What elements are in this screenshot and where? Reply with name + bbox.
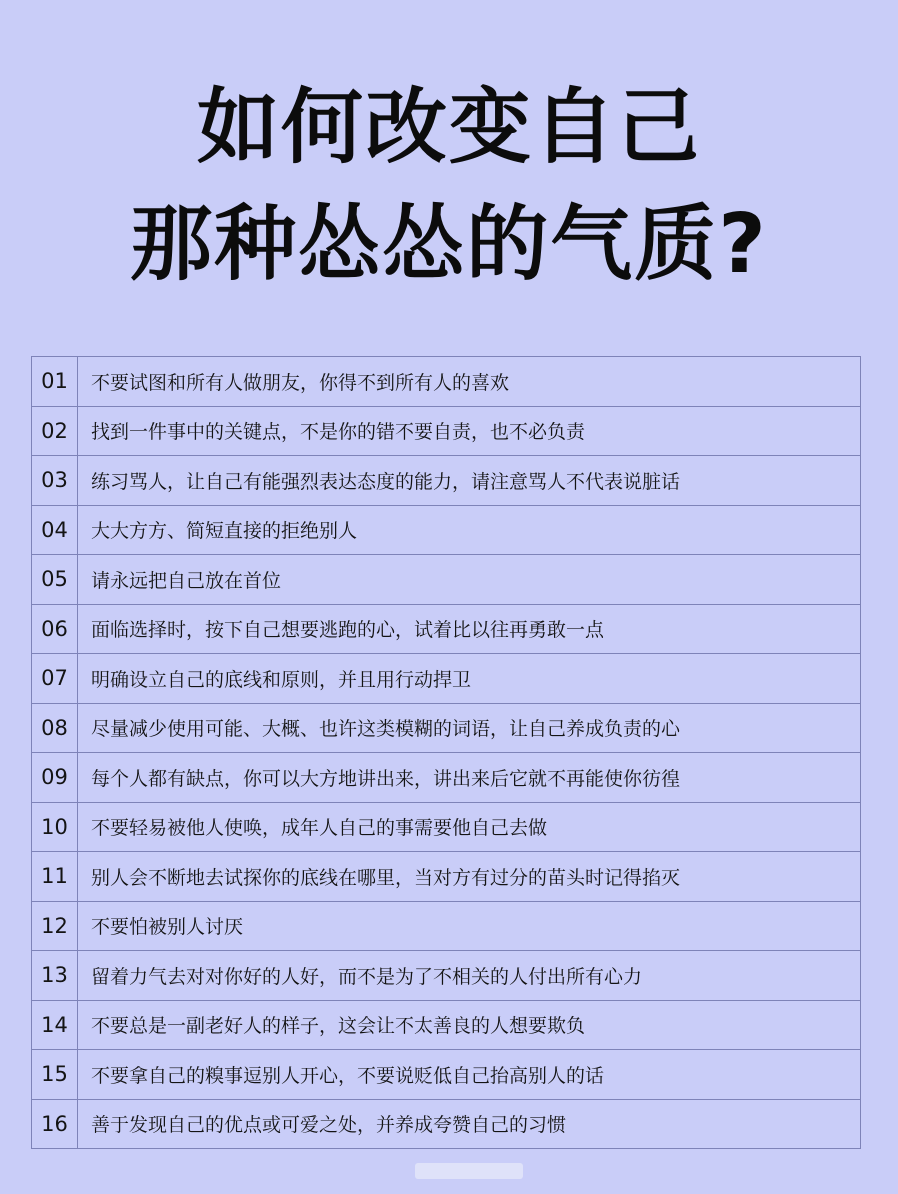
- table-row: [32, 654, 861, 704]
- item-number: 01: [32, 357, 78, 407]
- item-number: 11: [32, 852, 78, 902]
- item-number: 09: [32, 753, 78, 803]
- item-text: 留着力气去对对你好的人好，而不是为了不相关的人付出所有心力: [78, 951, 861, 1001]
- table-row: [32, 406, 861, 456]
- item-text: 练习骂人，让自己有能强烈表达态度的能力，请注意骂人不代表说脏话: [78, 456, 861, 506]
- table-row: [32, 505, 861, 555]
- item-text: 不要拿自己的糗事逗别人开心，不要说贬低自己抬高别人的话: [78, 1050, 861, 1100]
- item-number: 04: [32, 505, 78, 555]
- item-text: 不要试图和所有人做朋友，你得不到所有人的喜欢: [78, 357, 861, 407]
- table-row: [32, 901, 861, 951]
- item-text: 不要总是一副老好人的样子，这会让不太善良的人想要欺负: [78, 1000, 861, 1050]
- item-number: 16: [32, 1099, 78, 1149]
- item-number: 10: [32, 802, 78, 852]
- item-text: 不要怕被别人讨厌: [78, 901, 861, 951]
- tips-table: [31, 356, 861, 1149]
- item-text: 面临选择时，按下自己想要逃跑的心，试着比以往再勇敢一点: [78, 604, 861, 654]
- item-number: 15: [32, 1050, 78, 1100]
- item-text: 别人会不断地去试探你的底线在哪里，当对方有过分的苗头时记得掐灭: [78, 852, 861, 902]
- item-text: 尽量减少使用可能、大概、也许这类模糊的词语，让自己养成负责的心: [78, 703, 861, 753]
- item-number: 06: [32, 604, 78, 654]
- table-row: [32, 802, 861, 852]
- table-row: [32, 604, 861, 654]
- page-title-line-2: 那种怂怂的气质?: [130, 197, 768, 292]
- table-row: [32, 703, 861, 753]
- item-text: 大大方方、简短直接的拒绝别人: [78, 505, 861, 555]
- item-text: 不要轻易被他人使唤，成年人自己的事需要他自己去做: [78, 802, 861, 852]
- watermark: [415, 1163, 523, 1179]
- table-row: [32, 555, 861, 605]
- table-row: [32, 951, 861, 1001]
- table-row: [32, 1000, 861, 1050]
- item-text: 明确设立自己的底线和原则，并且用行动捍卫: [78, 654, 861, 704]
- item-text: 善于发现自己的优点或可爱之处，并养成夸赞自己的习惯: [78, 1099, 861, 1149]
- item-number: 03: [32, 456, 78, 506]
- item-text: 找到一件事中的关键点，不是你的错不要自责，也不必负责: [78, 406, 861, 456]
- item-text: 每个人都有缺点，你可以大方地讲出来，讲出来后它就不再能使你彷徨: [78, 753, 861, 803]
- item-number: 14: [32, 1000, 78, 1050]
- table-row: [32, 1099, 861, 1149]
- table-row: [32, 456, 861, 506]
- item-number: 12: [32, 901, 78, 951]
- page-title-line-1: 如何改变自己: [196, 80, 701, 175]
- item-number: 08: [32, 703, 78, 753]
- table-row: [32, 357, 861, 407]
- table-row: [32, 852, 861, 902]
- table-row: [32, 1050, 861, 1100]
- table-row: [32, 753, 861, 803]
- item-number: 05: [32, 555, 78, 605]
- item-number: 02: [32, 406, 78, 456]
- item-text: 请永远把自己放在首位: [78, 555, 861, 605]
- item-number: 07: [32, 654, 78, 704]
- item-number: 13: [32, 951, 78, 1001]
